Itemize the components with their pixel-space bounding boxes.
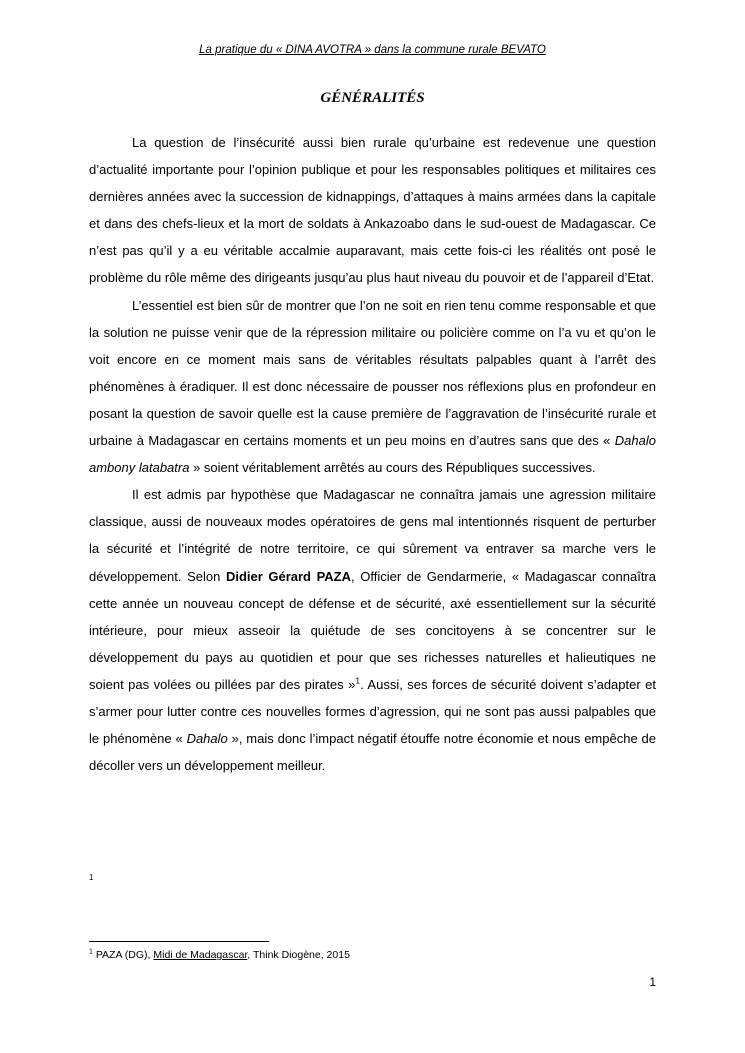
footnote-separator (89, 941, 269, 942)
paragraph-2-text-end: » soient véritablement arrêtés au cours des Républiques successives. (189, 460, 596, 476)
paragraph-2 (89, 292, 656, 482)
footnote (89, 949, 350, 961)
footnote-source: Midi de Madagascar (153, 949, 248, 961)
paragraph-2-text: L’essentiel est bien sûr de montrer que l’on ne soit en rien tenu comme responsable et que la solution ne puisse venir que de la répression militaire ou policière comme on l’a vu et qu’on le voit encore en ce moment mais sans de véritables résultats palpables quant à l’arrêt des phénomènes à éradiquer. Il est donc nécessaire de pousser nos réflexions plus en profondeur en posant la question de savoir quelle est la cause première de l’aggravation de l’insécurité rurale et urbaine à Madagascar en certains moments et un peu moins en d’autres sans que des « (89, 297, 656, 449)
footnote-author: PAZA (DG), (92, 949, 154, 961)
page-title: GÉNÉRALITÉS (320, 90, 425, 106)
paragraph-3 (89, 481, 656, 779)
paragraph-3-text-cont: . Aussi, ses forces de sécurité doivent s’adapter et s’armer pour lutter contre ces nouvelles formes d’agression, qui ne sont pas aussi palpables que le phénomène « (89, 676, 656, 747)
footnote-mark: 1 (89, 948, 93, 956)
paragraph-1: La question de l’insécurité aussi bien rurale qu’urbaine est redevenue une question d’actualité importante pour l’opinion publique et pour les responsables politiques et militaires ces dernières années avec la succession de kidnappings, d’attaques à mains armées dans la capitale et dans des chefs-lieux et la mort de soldats à Ankazoabo dans le sud-ouest de Madagascar. Ce n’est pas qu’il y a eu véritable accalmie auparavant, mais cette fois-ci les réalités ont posé le problème du rôle même des dirigeants jusqu’au plus haut niveau du pouvoir et de l’appareil d’Etat. (89, 135, 656, 286)
footnote-reference[interactable]: 1 (355, 675, 361, 686)
stray-note-reference: 1 (89, 873, 94, 882)
paragraph-2-italic: Dahalo ambony latabatra (89, 433, 656, 476)
paragraph-3-text-end: », mais donc l’impact négatif étouffe notre économie et nous empêche de décoller vers un développement meilleur. (89, 731, 656, 774)
paragraph-3-quote: , Officier de Gendarmerie, « Madagascar connaîtra cette année un nouveau concept de défense et de sécurité, axé essentiellement sur la sécurité intérieure, pour mieux asseoir la quiétude de ses concitoyens à se concentrer sur le développement du pays au quotidien et pour que ses richesses naturelles et halieutiques ne soient pas volées ou pillées par des pirates » (89, 568, 656, 692)
body-text (89, 129, 656, 779)
author-name: Didier Gérard PAZA (225, 568, 352, 584)
footnote-details: , Think Diogène, 2015 (247, 949, 350, 961)
paragraph-3-text: Il est admis par hypothèse que Madagascar ne connaîtra jamais une agression militaire classique, aussi de nouveaux modes opératoires de gens mal intentionnés risquent de perturber la sécurité et l’intégrité de notre territoire, ce qui sûrement va entraver sa marche vers le développement. Selon (89, 487, 656, 584)
page-number: 1 (649, 975, 656, 989)
paragraph-3-italic: Dahalo (186, 731, 228, 747)
running-header: La pratique du « DINA AVOTRA » dans la commune rurale BEVATO (199, 44, 546, 56)
